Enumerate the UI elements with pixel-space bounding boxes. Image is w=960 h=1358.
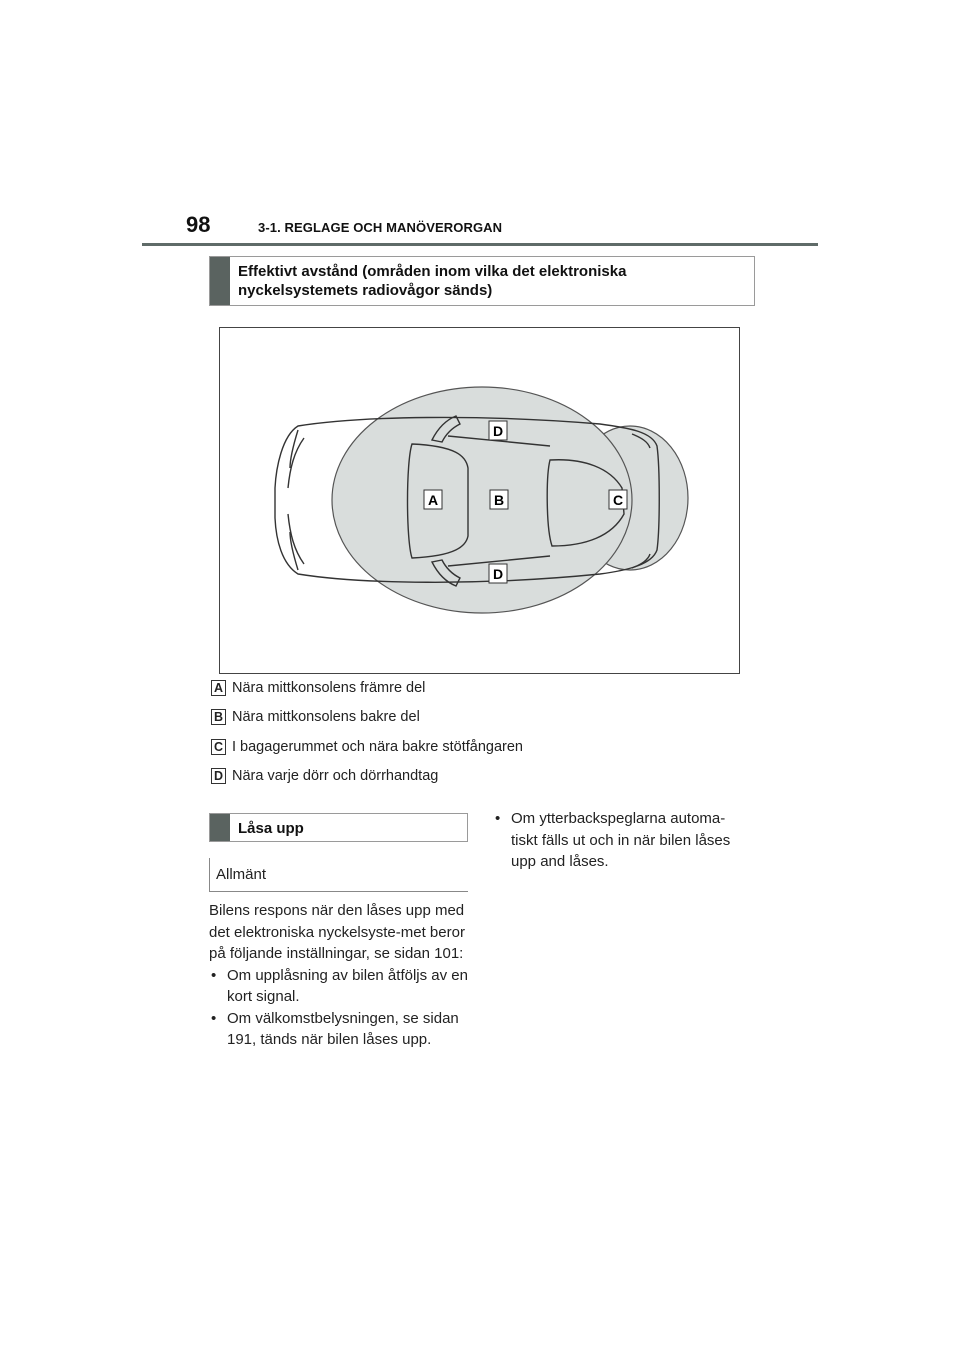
legend-tag: C — [211, 739, 226, 755]
legend-text: Nära mittkonsolens bakre del — [232, 709, 420, 725]
label-d-bottom: D — [492, 566, 504, 582]
label-d-top: D — [492, 423, 504, 439]
legend-text: I bagagerummet och nära bakre stötfångaren — [232, 739, 523, 755]
legend-tag: D — [211, 768, 226, 784]
page-number: 98 — [186, 212, 211, 237]
section-marker — [210, 257, 230, 305]
range-diagram — [219, 327, 740, 674]
label-c: C — [612, 492, 624, 508]
section-title-unlock — [209, 813, 468, 842]
header-rule — [142, 243, 818, 246]
bullet-item: • Om upplåsning av bilen åtföljs av en kort signal. — [209, 965, 471, 1008]
legend-text: Nära varje dörr och dörrhandtag — [232, 768, 439, 784]
intro-paragraph: Bilens respons när den låses upp med det elektroniska nyckelsyste-met beror på följande inställningar, se sidan 101: — [209, 902, 465, 962]
subheading-general — [209, 858, 468, 892]
section-title-text: Effektivt avstånd (områden inom vilka det elektroniska nyckelsystemets radiovågor sänds) — [238, 263, 627, 299]
label-a: A — [427, 492, 439, 508]
label-b: B — [493, 492, 505, 508]
unlock-body-left — [209, 900, 471, 1051]
chapter-title: 3-1. REGLAGE OCH MANÖVERORGAN — [258, 220, 503, 235]
subheading-text: Allmänt — [216, 866, 267, 883]
legend-text: Nära mittkonsolens främre del — [232, 680, 426, 696]
bullet-item: • Om ytterbackspeglarna automa-tiskt fälls ut och in när bilen låses upp and låses. — [493, 808, 747, 873]
legend-tag: B — [211, 709, 226, 725]
section-marker — [210, 814, 230, 841]
unlock-body-right — [493, 808, 747, 873]
section-title-effective-range — [209, 256, 755, 306]
zone-cabin — [332, 387, 632, 613]
car-range-svg — [220, 328, 741, 675]
section-title-text: Låsa upp — [238, 820, 304, 837]
bullet-item: • Om välkomstbelysningen, se sidan 191, tänds när bilen låses upp. — [209, 1008, 471, 1051]
legend-tag: A — [211, 680, 226, 696]
